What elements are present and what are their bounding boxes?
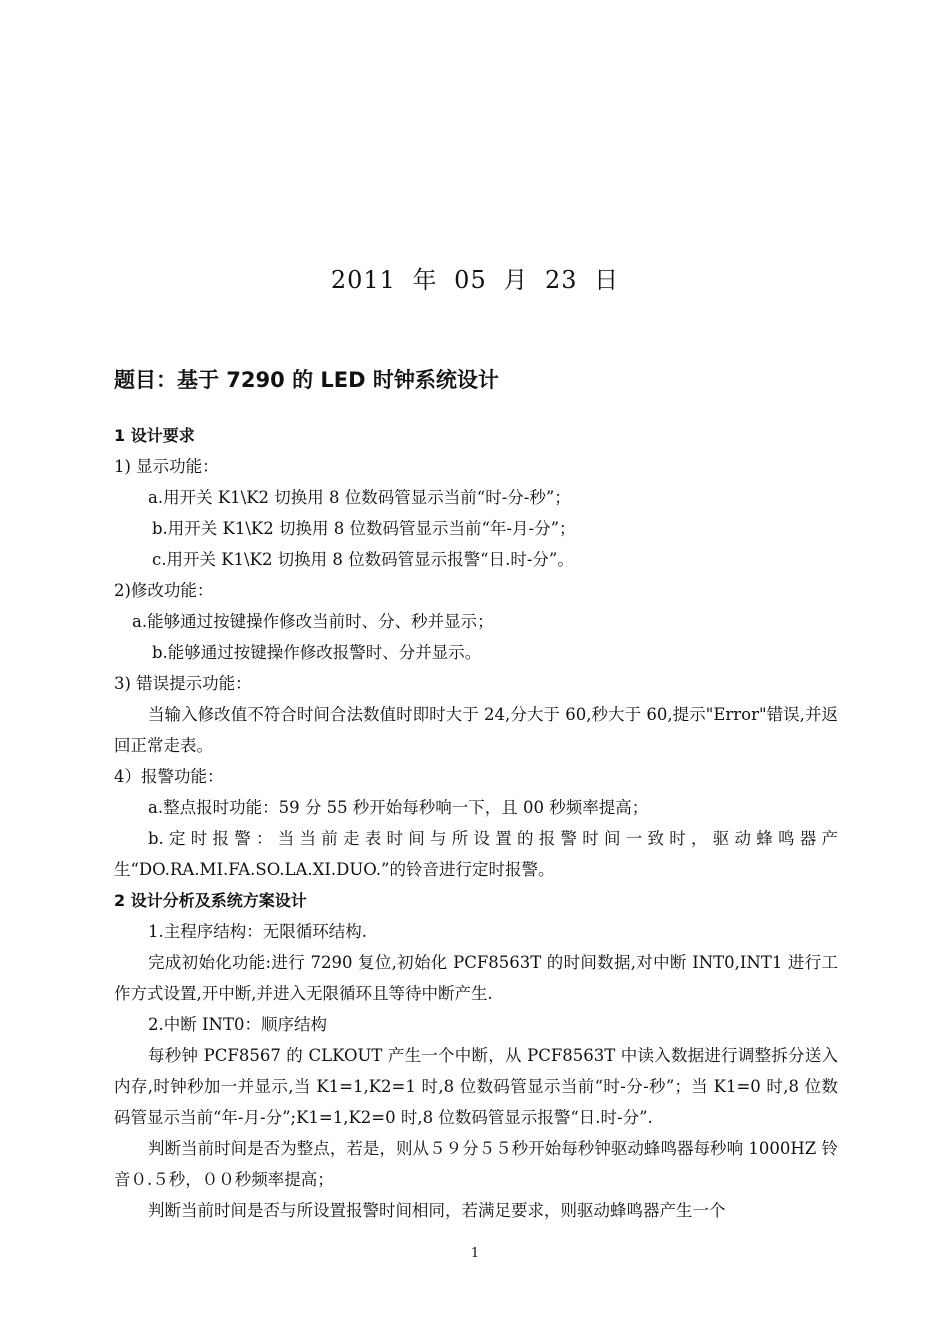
report-date: 2011 年 05 月 23 日 — [330, 266, 620, 294]
display-item-a: a.用开关 K1\K2 切换用 8 位数码管显示当前“时-分-秒”； — [148, 488, 571, 507]
alarm-item-b: b.定时报警：当当前走表时间与所设置的报警时间一致时，驱动蜂鸣器产生“DO.RA.MI.FA.SO.LA.XI.DUO.”的铃音进行定时报警。 — [114, 829, 838, 879]
interrupt-description: 每秒钟 PCF8567 的 CLKOUT 产生一个中断，从 PCF8563T 中读入数据进行调整拆分送入内存,时钟秒加一并显示,当 K1=1,K2=1 时,8 位数码管显示当前“时-分-秒”；当 K1=0 时,8 位数码管显示当前“年-月-分”;K1=1,K2=0 时,8 位数码管显示报警“日.时-分”. — [114, 1046, 838, 1127]
main-program-structure: 1.主程序结构：无限循环结构. — [148, 922, 367, 941]
alarm-check-description: 判断当前时间是否与所设置报警时间相同，若满足要求，则驱动蜂鸣器产生一个 — [148, 1201, 726, 1220]
page-number: 1 — [470, 1246, 480, 1261]
document-title: 题目：基于 7290 的 LED 时钟系统设计 — [114, 368, 499, 392]
modify-item-b: b.能够通过按键操作修改报警时、分并显示。 — [152, 643, 482, 662]
item-error-function: 3) 错误提示功能： — [114, 674, 252, 693]
interrupt-int0-structure: 2.中断 INT0：顺序结构 — [148, 1015, 327, 1034]
error-description: 当输入修改值不符合时间合法数值时即时大于 24,分大于 60,秒大于 60,提示"Error"错误,并返回正常走表。 — [114, 705, 838, 755]
item-display-function: 1) 显示功能： — [114, 457, 219, 476]
section-heading-requirements: 1 设计要求 — [114, 426, 195, 445]
hourly-chime-description: 判断当前时间是否为整点，若是，则从５９分５５秒开始每秒钟驱动蜂鸣器每秒响 1000HZ 铃音０.５秒，００秒频率提高； — [114, 1139, 838, 1189]
display-item-c: c.用开关 K1\K2 切换用 8 位数码管显示报警“日.时-分”。 — [152, 550, 574, 569]
display-item-b: b.用开关 K1\K2 切换用 8 位数码管显示当前“年-月-分”； — [152, 519, 576, 538]
item-modify-function: 2)修改功能： — [114, 581, 214, 600]
init-description: 完成初始化功能:进行 7290 复位,初始化 PCF8563T 的时间数据,对中断 INT0,INT1 进行工作方式设置,开中断,并进入无限循环且等待中断产生. — [114, 953, 838, 1003]
section-heading-design: 2 设计分析及系统方案设计 — [114, 891, 307, 910]
alarm-item-a: a.整点报时功能：59 分 55 秒开始每秒响一下，且 00 秒频率提高； — [148, 798, 649, 817]
modify-item-a: a.能够通过按键操作修改当前时、分、秒并显示； — [132, 612, 494, 631]
document-body — [114, 420, 838, 1226]
item-alarm-function: 4）报警功能： — [114, 767, 224, 786]
